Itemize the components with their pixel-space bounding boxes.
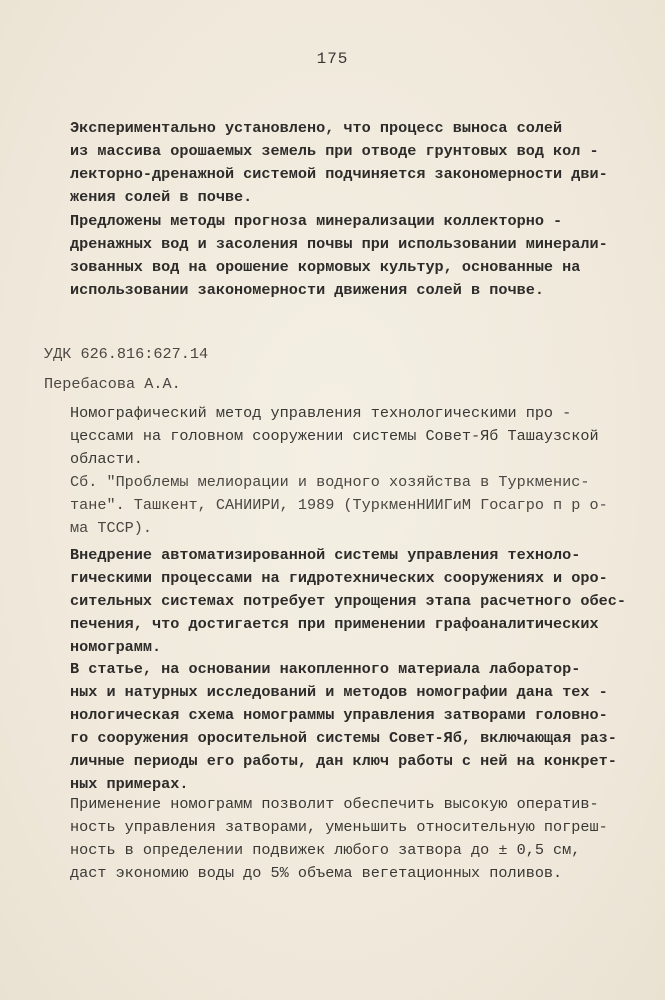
text-line: печения, что достигается при применении графоаналитических xyxy=(70,615,599,633)
text-line: жения солей в почве. xyxy=(70,188,253,206)
text-line: даст экономию воды до 5% объема вегетационных поливов. xyxy=(70,864,563,882)
page-number: 175 xyxy=(316,50,349,68)
udk-code: УДК 626.816:627.14 xyxy=(44,345,209,363)
text-line: Применение номограмм позволит обеспечить высокую оператив- xyxy=(70,795,599,813)
author-name: Перебасова А.А. xyxy=(44,375,181,393)
text-line: области. xyxy=(70,450,143,468)
text-line: тане". Ташкент, САНИИРИ, 1989 (ТуркменНИИГиМ Госагро п р о- xyxy=(70,496,608,514)
text-line: личные периоды его работы, дан ключ работы с ней на конкрет- xyxy=(70,752,617,770)
text-line: Номографический метод управления технологическими про - xyxy=(70,404,572,422)
abstract-paragraph-1 xyxy=(70,117,610,209)
text-line: Предложены методы прогноза минерализации коллекторно - xyxy=(70,212,563,230)
text-line: ность управления затворами, уменьшить относительную погреш- xyxy=(70,818,608,836)
text-line: го сооружения оросительной системы Совет-Яб, включающая раз- xyxy=(70,729,617,747)
text-line: нологическая схема номограммы управления затворами головно- xyxy=(70,706,608,724)
abstract-paragraph-2 xyxy=(70,210,610,302)
text-line: ма ТССР). xyxy=(70,519,153,537)
text-line: зованных вод на орошение кормовых культур, основанные на xyxy=(70,258,581,276)
publication-source xyxy=(70,471,610,540)
text-line: Внедрение автоматизированной системы управления техноло- xyxy=(70,546,581,564)
text-line: ных примерах. xyxy=(70,775,189,793)
abstract-paragraph-4 xyxy=(70,658,617,796)
text-line: цессами на головном сооружении системы Совет-Яб Ташаузской xyxy=(70,427,599,445)
abstract-paragraph-5 xyxy=(70,793,610,885)
text-line: сительных системах потребует упрощения этапа расчетного обес- xyxy=(70,592,626,610)
text-line: из массива орошаемых земель при отводе грунтовых вод кол - xyxy=(70,142,599,160)
text-line: гическими процессами на гидротехнических сооружениях и оро- xyxy=(70,569,608,587)
text-line: ных и натурных исследований и методов номографии дана тех - xyxy=(70,683,608,701)
abstract-paragraph-3 xyxy=(70,544,626,659)
text-line: Сб. "Проблемы мелиорации и водного хозяйства в Туркменис- xyxy=(70,473,590,491)
article-title xyxy=(70,402,610,471)
text-line: В статье, на основании накопленного материала лаборатор- xyxy=(70,660,581,678)
text-line: номограмм. xyxy=(70,638,162,656)
text-line: ность в определении подвижек любого затвора до ± 0,5 см, xyxy=(70,841,581,859)
text-line: использовании закономерности движения солей в почве. xyxy=(70,281,544,299)
text-line: дренажных вод и засоления почвы при использовании минерали- xyxy=(70,235,608,253)
text-line: Экспериментально установлено, что процесс выноса солей xyxy=(70,119,563,137)
text-line: лекторно-дренажной системой подчиняется закономерности дви- xyxy=(70,165,608,183)
